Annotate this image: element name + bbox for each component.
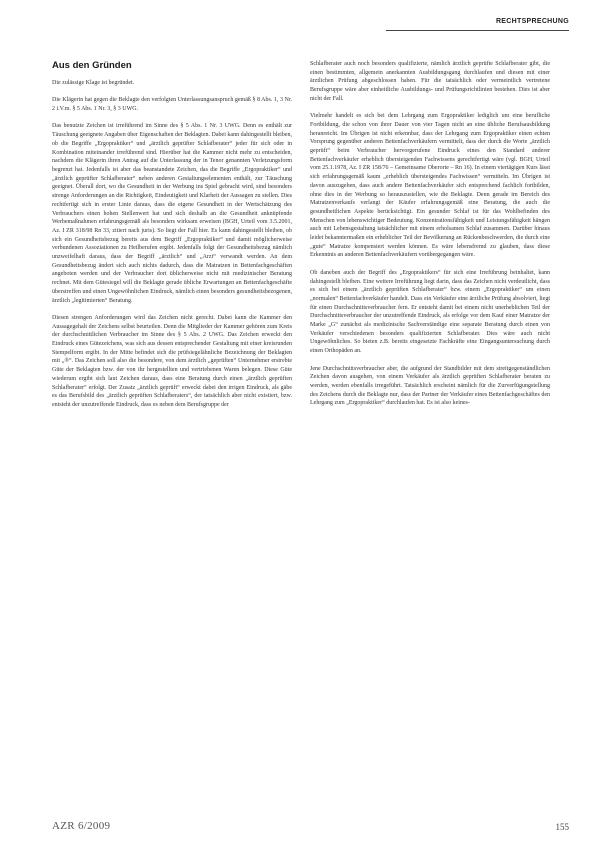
paragraph: Jene Durchschnittsverbraucher aber, die aufgrund der Standbilder mit dem streitgegenständlichen Zeichen davon ausgehen, von einem Verkäufer als ärztlich geprüften Schlafberater beraten zu werden, werden ebenfalls irregeführt. Tatsächlich erscheint nämlich für die Zurverfügungstellung des Zeichens durch die Beklagte nur, dass der Partner der Verkäufer eines Bettenfachgeschäftes den Lehrgang zum „Ergopraktiker“ durchlaufen hat. Es ist also keines-: [310, 365, 550, 407]
paragraph: Diesen strengen Anforderungen wird das Zeichen nicht gerecht. Dabei kann die Kammer den Aussagegehalt der Zeichens selbst beurteilen. Denn die Mitglieder der Kammer gehören zum Kreis der durchschnittlichen Verbraucher im Sinne des § 5 Abs. 2 UWG. Das Zeichen erweckt den Eindruck eines Gütezeichens, was sich aus dessen entsprechender Gestaltung mit einer kreisrunden Stempelform ergibt. In der Mitte befindet sich die prüfsiegelähnliche Bezeichnung der Beklagten mit „®“. Das Zeichen soll also die besondere, von dem ärztlich „geprüften“ Unternehmer erstrebte Güte der Beklagten bzw. der von ihr hergestellten und vertriebenen Waren belegen. Diese Güte wiederum ergibt sich laut Zeichen daraus, dass eine Beratung durch einen „ärztlich geprüften Schlafberater“ erfolgt. Der Zusatz „ärztlich geprüft“ erweckt dabei den irrigen Eindruck, als gäbe es das Berufsbild des „ärztlich geprüften Schlafberaters“, der tatsächlich aber nicht existiert, bzw. entsteht der unzutreffende Eindruck, dass es neben dem Berufsgruppe der: [52, 314, 292, 408]
paragraph: Schlafberater auch noch besonders qualifizierte, nämlich ärztlich geprüfte Schlafberater gibt, die einen bestimmten, allgemein anerkannten Ausbildungsgang durchlaufen und diesen mit einer ärztlichen Prüfung abgeschlossen haben. Für die tatsächlich oder vermeintlich vertretene Berufsgruppe wäre aber einheitliche Ausbildungs- und Prüfungsrichtlinien bestehen. Dies ist aber nicht der Fall.: [310, 61, 550, 102]
paragraph: Das benutzte Zeichen ist irreführend im Sinne des § 5 Abs. 1 Nr. 3 UWG. Denn es enthält zur Täuschung geeignete Angaben über Eigenschaften der Beklagten. Dabei kann dahingestellt bleiben, ob die Begriffe „Ergopraktiker“ und „ärztlich geprüfter Schlafberater“ jeder für sich oder in Kombination miteinander irreführend sind. Hierüber hat die Kammer nicht mehr zu entscheiden, nachdem die Klägerin ihren Antrag auf die Unterlassung der in Tenor genannten Verletzungsform begrenzt hat. Jedenfalls ist aber das beanstandete Zeichen, das die Begriffe „Ergopraktiker“ und „ärztlich geprüfter Schlafberater“ neben anderen Gestaltungselementen enthält, zur Täuschung geeignet. Überall dort, wo die Gesundheit in der Werbung ins Spiel gebracht wird, sind besonders strenge Anforderungen an die Richtigkeit, Eindeutigkeit und Klarheit der Aussagen zu stellen. Dies rechtfertigt sich in erster Linie daraus, dass die eigene Gesundheit in der Wertschätzung des Verbrauchers einen hohen Stellenwert hat und sich deshalb an die Gesundheit anknüpfende Werbemaßnahmen erfahrungsgemäß als besonders wirksam erweisen (BGH, Urteil vom 3.5.2001, Az. I ZR 318/98 Rn 33, zitiert nach juris). So liegt der Fall hier. Es kann dahingestellt bleiben, ob sich ein Gesundheitsbezug bereits aus dem Begriff „Ergopraktiker“ und damit möglicherweise verbundenen Assoziationen zu Heilberufen ergibt. Jedenfalls folgt der Gesundheitsbezug nämlich unzweifelhaft daraus, dass der Begriff „ärztlich“ und „Arzt“ verwandt werden. An dem Gesundheitsbezug ändert sich auch nichts dadurch, dass die Matratzen in Bettenfachgeschäften angeboten werden und der Verbraucher dort üblicherweise nicht mit medizinischer Beratung rechnet. Mit dem Gütesiegel will die Beklagte gerade übliche Erwartungen an Bettenfachgeschäfte überstreffen und einen Ungewöhnlichen Eindruck, nämlich einen besonders gesundheitsbezogenen, ärztlich „legitimierten“ Beratung.: [52, 123, 292, 304]
section-title: Aus den Gründen: [52, 60, 132, 71]
right-column: [310, 60, 550, 417]
paragraph: Die Klägerin hat gegen die Beklagte den verfolgten Unterlassungsanspruch gemäß § 8 Abs. 1, 3 Nr. 2 i.V.m. § 5 Abs. 1 Nr. 3, § 3 UWG.: [52, 97, 292, 113]
paragraph: Die zulässige Klage ist begründet.: [52, 80, 135, 86]
header-rule: [386, 30, 569, 31]
paragraph: Vielmehr handelt es sich bei dem Lehrgang zum Ergopraktiker lediglich um eine berufliche Fortbildung, die schon von ihrer Dauer von vier Tagen nicht an eine übliche Berufsausbildung heranreicht. Im Übrigen ist nicht erkennbar, dass der Lehrgang zum Ergopraktiker einen echten Vorsprung gegenüber anderen Bettenfachverkäufern vermittelt, dass der durch die Worte „ärztlich geprüft“ beim Verbraucher hervorgerufene Eindruck eines den Standard anderer Bettenfachverkäufer erheblich übersteigenden Fachwissens gerechtfertigt wäre (vgl. BGH, Urteil vom 25.1.1978, Az. I ZR 158/76 – Gemeinsame Oberorte – Rn 16). In einem viertägigen Kurs lässt sich erfahrungsgemäß kaum „erheblich übersteigendes Fachwissen“ vermitteln. Im Übrigen ist davon auszugehen, dass auch andere Bettenfachverkäufer sich entsprechend fachlich fortbilden, ohne dies in der Werbung so herauszustellen, wie die Beklagte. Denn gerade im Bereich des Matratzenverkaufs verlangt der Käufer erfahrungsgemäß eine Beratung, die auch die gesundheitlichen Aspekte berücksichtigt. Ein gesunder Schlaf ist für das Wohlbefinden des Menschen von lebenswichtiger Bedeutung. Konzentrationsfähigkeit und Leistungsfähigkeit hängen auch mit Lebensgestaltung tatsächlicher mit einem erholsamen Schlaf zusammen. Darüber hinaus leidet bekanntermaßen ein erheblicher Teil der Bevölkerung an Rückenbeschwerden, die durch eine „gute“ Matratze kompensiert werden können. Es wäre lebensfremd zu glauben, dass diese Erkenntnis an anderen Bettenfachverkäufern vorübergegangen wäre.: [310, 113, 550, 259]
section-label: RECHTSPRECHUNG: [495, 18, 569, 25]
journal-footer: AZR 6/2009: [52, 820, 111, 832]
page-number: 155: [555, 822, 569, 832]
paragraph: Ob daneben auch der Begriff des „Ergopraktikers“ für sich eine Irreführung beinhaltet, kann dahingestellt bleiben. Eine weitere Irreführung liegt darin, dass das Zeichen nicht verdeutlicht, dass es sich bei einem „ärztlich geprüften Schlafberater“ bzw. einem „Ergopraktiker“ um einen „normalen“ Bettenfachverkäufer handelt. Dass ein Verkäufer eine ärztliche Prüfung absolviert, liegt für einen Durchschnittsverbraucher fern. Er entsteht damit bei einem nicht unerheblichen Teil der Durchschnittsverbraucher der unzutreffende Eindruck, als erfolge vor dem Kauf einer Matratze der Marke „G“ zunächst als medizinische Sachverständige eine separate Beratung durch einen von Verkäufer verschiedenen besonders qualifizierten Schlafberater. Dies wäre auch nicht Ungewöhnliches. So bieten z.B. bereits eingesetzte Fachkräfte eine Eingangsuntersuchung durch einen Orthopäden an.: [310, 269, 550, 355]
left-column: [52, 60, 292, 418]
